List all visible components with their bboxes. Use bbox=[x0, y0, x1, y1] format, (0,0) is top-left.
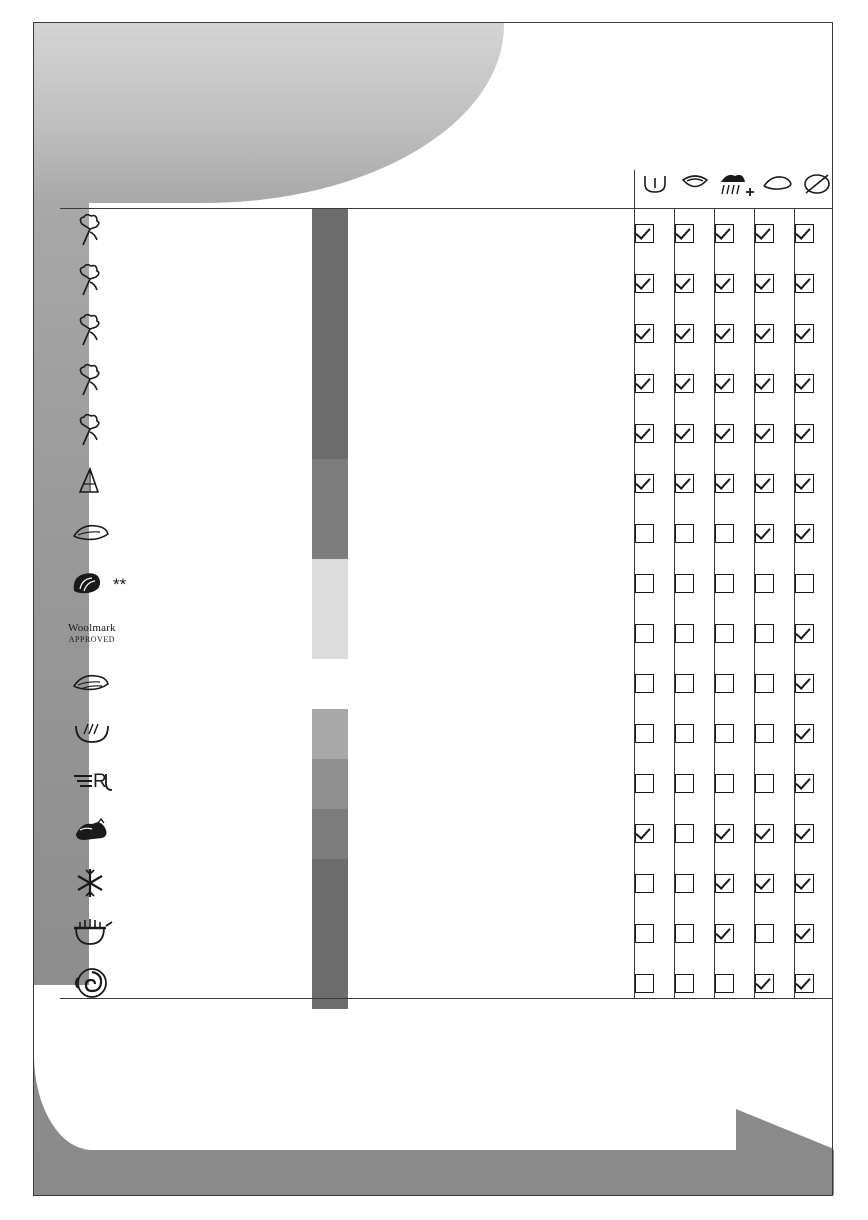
checkbox-extra-rinse[interactable] bbox=[715, 524, 734, 543]
checkbox-rinse-hold[interactable] bbox=[675, 374, 694, 393]
cotton-icon bbox=[68, 409, 158, 459]
checkbox-extra-rinse[interactable] bbox=[715, 674, 734, 693]
checkbox-prewash[interactable] bbox=[635, 824, 654, 843]
row-checkboxes bbox=[635, 559, 833, 609]
checkbox-prewash[interactable] bbox=[635, 774, 654, 793]
checkbox-no-spin[interactable] bbox=[795, 974, 814, 993]
table-header-row bbox=[60, 170, 833, 208]
checkbox-spin[interactable] bbox=[755, 224, 774, 243]
checkbox-rinse-hold[interactable] bbox=[675, 574, 694, 593]
table-body bbox=[60, 209, 833, 959]
checkbox-prewash[interactable] bbox=[635, 924, 654, 943]
checkbox-rinse-hold[interactable] bbox=[675, 774, 694, 793]
checkbox-prewash[interactable] bbox=[635, 624, 654, 643]
checkbox-no-spin[interactable] bbox=[795, 774, 814, 793]
checkbox-extra-rinse[interactable] bbox=[715, 324, 734, 343]
table-row bbox=[60, 259, 833, 309]
table-row bbox=[60, 709, 833, 759]
program-bar bbox=[312, 259, 348, 309]
checkbox-no-spin[interactable] bbox=[795, 674, 814, 693]
checkbox-spin[interactable] bbox=[755, 524, 774, 543]
checkbox-spin[interactable] bbox=[755, 724, 774, 743]
checkbox-extra-rinse[interactable] bbox=[715, 224, 734, 243]
checkbox-rinse-hold[interactable] bbox=[675, 224, 694, 243]
snowflake-icon bbox=[68, 859, 158, 909]
program-bar bbox=[312, 609, 348, 659]
silk-icon bbox=[68, 709, 158, 759]
program-bar bbox=[312, 509, 348, 559]
program-bar bbox=[312, 359, 348, 409]
woolmark-approved-label bbox=[68, 609, 158, 659]
checkbox-rinse-hold[interactable] bbox=[675, 524, 694, 543]
checkbox-no-spin[interactable] bbox=[795, 374, 814, 393]
checkbox-no-spin[interactable] bbox=[795, 324, 814, 343]
table-row bbox=[60, 459, 833, 509]
checkbox-rinse-hold[interactable] bbox=[675, 424, 694, 443]
checkbox-spin[interactable] bbox=[755, 674, 774, 693]
footnote-asterisks: ** bbox=[113, 574, 127, 594]
checkbox-no-spin[interactable] bbox=[795, 424, 814, 443]
wool-icon bbox=[68, 559, 158, 609]
program-bar bbox=[312, 659, 348, 709]
table-row bbox=[60, 359, 833, 409]
row-checkboxes bbox=[635, 609, 833, 659]
row-checkboxes bbox=[635, 359, 833, 409]
checkbox-prewash[interactable] bbox=[635, 374, 654, 393]
checkbox-no-spin[interactable] bbox=[795, 824, 814, 843]
checkbox-extra-rinse[interactable] bbox=[715, 874, 734, 893]
program-bar bbox=[312, 709, 348, 759]
checkbox-prewash[interactable] bbox=[635, 874, 654, 893]
program-bar bbox=[312, 309, 348, 359]
checkbox-rinse-hold[interactable] bbox=[675, 724, 694, 743]
woolmark-word: Woolmark bbox=[68, 622, 116, 634]
delicates-icon bbox=[68, 509, 158, 559]
checkbox-spin[interactable] bbox=[755, 774, 774, 793]
checkbox-extra-rinse[interactable] bbox=[715, 974, 734, 993]
program-bar bbox=[312, 809, 348, 859]
checkbox-rinse-hold[interactable] bbox=[675, 824, 694, 843]
row-checkboxes bbox=[635, 459, 833, 509]
shirt-icon bbox=[68, 809, 158, 859]
row-checkboxes bbox=[635, 809, 833, 859]
cotton-icon bbox=[68, 209, 158, 259]
checkbox-rinse-hold[interactable] bbox=[675, 974, 694, 993]
spin-icon bbox=[757, 170, 797, 202]
drum-clean-icon bbox=[68, 909, 158, 959]
table-row bbox=[60, 409, 833, 459]
checkbox-extra-rinse[interactable] bbox=[715, 774, 734, 793]
checkbox-no-spin[interactable] bbox=[795, 574, 814, 593]
checkbox-prewash[interactable] bbox=[635, 474, 654, 493]
checkbox-extra-rinse[interactable] bbox=[715, 274, 734, 293]
table-row bbox=[60, 809, 833, 859]
program-bar bbox=[312, 759, 348, 809]
program-bar bbox=[312, 559, 348, 609]
checkbox-extra-rinse[interactable] bbox=[715, 424, 734, 443]
column-separator bbox=[754, 209, 755, 998]
checkbox-extra-rinse[interactable] bbox=[715, 374, 734, 393]
checkbox-extra-rinse[interactable] bbox=[715, 624, 734, 643]
checkbox-prewash[interactable] bbox=[635, 324, 654, 343]
checkbox-spin[interactable] bbox=[755, 374, 774, 393]
checkbox-spin[interactable] bbox=[755, 824, 774, 843]
checkbox-no-spin[interactable] bbox=[795, 874, 814, 893]
row-checkboxes bbox=[635, 209, 833, 259]
checkbox-no-spin[interactable] bbox=[795, 624, 814, 643]
row-checkboxes bbox=[635, 709, 833, 759]
checkbox-extra-rinse[interactable] bbox=[715, 924, 734, 943]
checkbox-prewash[interactable] bbox=[635, 274, 654, 293]
row-checkboxes bbox=[635, 659, 833, 709]
row-checkboxes bbox=[635, 959, 833, 1009]
row-checkboxes bbox=[635, 259, 833, 309]
synthetics-icon bbox=[68, 459, 158, 509]
checkbox-no-spin[interactable] bbox=[795, 474, 814, 493]
table-row bbox=[60, 659, 833, 709]
checkbox-no-spin[interactable] bbox=[795, 274, 814, 293]
checkbox-rinse-hold[interactable] bbox=[675, 474, 694, 493]
checkbox-no-spin[interactable] bbox=[795, 524, 814, 543]
checkbox-prewash[interactable] bbox=[635, 724, 654, 743]
column-separator bbox=[634, 170, 635, 998]
table-row bbox=[60, 559, 833, 609]
checkbox-prewash[interactable] bbox=[635, 424, 654, 443]
program-bar bbox=[312, 859, 348, 909]
column-separator bbox=[674, 209, 675, 998]
cotton-icon bbox=[68, 309, 158, 359]
table-row bbox=[60, 309, 833, 359]
checkbox-extra-rinse[interactable] bbox=[715, 824, 734, 843]
checkbox-spin[interactable] bbox=[755, 574, 774, 593]
table-bottom-rule bbox=[60, 998, 833, 999]
table-row bbox=[60, 909, 833, 959]
program-bar bbox=[312, 909, 348, 959]
extra-rinse-plus-icon bbox=[715, 170, 755, 202]
checkbox-spin[interactable] bbox=[755, 974, 774, 993]
program-bar bbox=[312, 459, 348, 509]
rinse-hold-icon bbox=[675, 170, 715, 202]
handwash-delicate-icon bbox=[68, 659, 158, 709]
cotton-icon bbox=[68, 259, 158, 309]
checkbox-spin[interactable] bbox=[755, 324, 774, 343]
care-program-table bbox=[60, 170, 833, 792]
checkbox-spin[interactable] bbox=[755, 924, 774, 943]
checkbox-prewash[interactable] bbox=[635, 974, 654, 993]
checkbox-prewash[interactable] bbox=[635, 674, 654, 693]
rinse-r-icon bbox=[68, 759, 158, 809]
cotton-icon bbox=[68, 359, 158, 409]
checkbox-rinse-hold[interactable] bbox=[675, 324, 694, 343]
checkbox-no-spin[interactable] bbox=[795, 924, 814, 943]
checkbox-spin[interactable] bbox=[755, 424, 774, 443]
checkbox-extra-rinse[interactable] bbox=[715, 574, 734, 593]
table-row bbox=[60, 859, 833, 909]
program-bar bbox=[312, 959, 348, 1009]
spin-drain-icon bbox=[68, 959, 158, 1009]
table-row bbox=[60, 759, 833, 809]
prewash-icon bbox=[635, 170, 675, 202]
checkbox-rinse-hold[interactable] bbox=[675, 624, 694, 643]
checkbox-extra-rinse[interactable] bbox=[715, 474, 734, 493]
checkbox-rinse-hold[interactable] bbox=[675, 924, 694, 943]
svg-text:R: R bbox=[93, 771, 107, 792]
checkbox-rinse-hold[interactable] bbox=[675, 674, 694, 693]
program-bar bbox=[312, 209, 348, 259]
table-row bbox=[60, 609, 833, 659]
checkbox-prewash[interactable] bbox=[635, 524, 654, 543]
checkbox-extra-rinse[interactable] bbox=[715, 724, 734, 743]
checkbox-spin[interactable] bbox=[755, 474, 774, 493]
table-row bbox=[60, 959, 833, 1009]
checkbox-rinse-hold[interactable] bbox=[675, 874, 694, 893]
checkbox-no-spin[interactable] bbox=[795, 724, 814, 743]
row-checkboxes bbox=[635, 909, 833, 959]
table-row bbox=[60, 209, 833, 259]
column-separator bbox=[794, 209, 795, 998]
checkbox-prewash[interactable] bbox=[635, 224, 654, 243]
row-checkboxes bbox=[635, 859, 833, 909]
checkbox-spin[interactable] bbox=[755, 274, 774, 293]
table-row bbox=[60, 509, 833, 559]
program-bar bbox=[312, 409, 348, 459]
checkbox-spin[interactable] bbox=[755, 624, 774, 643]
checkbox-prewash[interactable] bbox=[635, 574, 654, 593]
row-checkboxes bbox=[635, 759, 833, 809]
row-checkboxes bbox=[635, 309, 833, 359]
checkbox-rinse-hold[interactable] bbox=[675, 274, 694, 293]
approved-word: APPROVED bbox=[68, 635, 115, 644]
row-checkboxes bbox=[635, 509, 833, 559]
row-checkboxes bbox=[635, 409, 833, 459]
no-spin-icon bbox=[797, 170, 837, 202]
checkbox-spin[interactable] bbox=[755, 874, 774, 893]
column-separator bbox=[714, 209, 715, 998]
checkbox-no-spin[interactable] bbox=[795, 224, 814, 243]
